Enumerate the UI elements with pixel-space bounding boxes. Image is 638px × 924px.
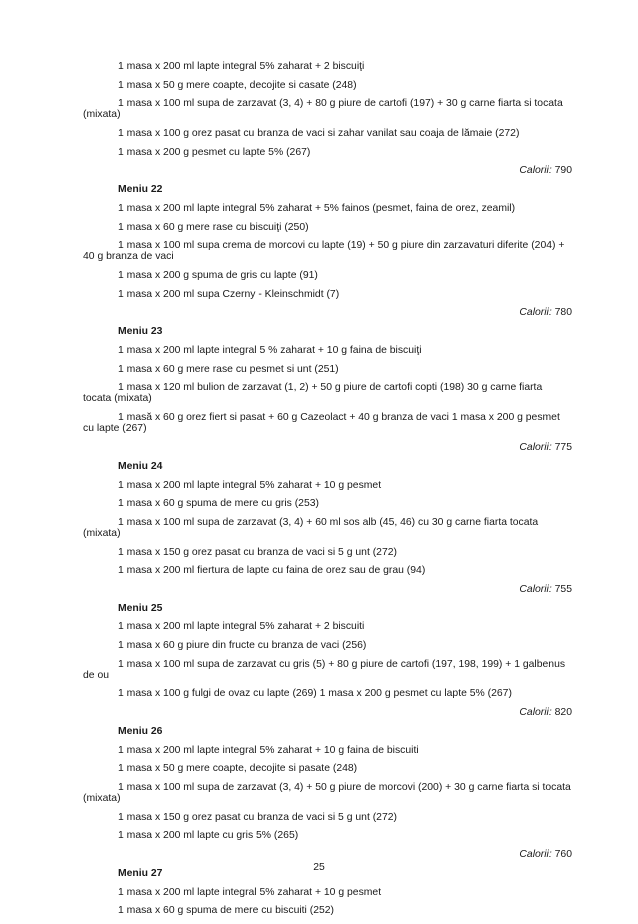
calories-value: 820 — [554, 707, 572, 719]
menu-block — [83, 461, 572, 595]
menu-line: 1 masa x 100 ml supa de zarzavat (3, 4) + 80 g piure de cartofi (197) + 30 g carne fiarta si tocata (mixata) — [83, 98, 563, 121]
menu-block — [83, 184, 572, 318]
menu-line: 1 masa x 200 ml supa Czerny - Kleinschmidt (7) — [118, 288, 340, 300]
calories-value: 755 — [554, 583, 572, 595]
menu-line: 1 masa x 200 g spuma de gris cu lapte (91) — [118, 269, 318, 281]
menu-block — [83, 603, 572, 718]
menu-line: 1 masa x 200 ml lapte integral 5% zaharat + 2 biscuiţi — [118, 61, 365, 72]
menu-line: 1 masa x 100 ml supa crema de morcovi cu lapte (19) + 50 g piure din zarzavaturi diferite (204) + 40 g branza de vaci — [83, 240, 565, 263]
calories-value: 790 — [554, 165, 572, 177]
menu-line: 1 masa x 200 ml lapte integral 5% zaharat + 2 biscuiti — [118, 621, 365, 633]
menu-line: 1 masa x 200 ml lapte integral 5% zaharat + 10 g faina de biscuiti — [118, 744, 419, 756]
menu-block — [83, 868, 572, 916]
menu-line: 1 masa x 100 ml supa de zarzavat cu gris (5) + 80 g piure de cartofi (197, 198, 199) + 1 galbenus de ou — [83, 658, 566, 681]
menu-title: Meniu 23 — [118, 326, 163, 338]
menu-line: 1 masa x 60 g mere rase cu biscuiţi (250) — [118, 221, 309, 233]
calories-label: Calorii: — [519, 707, 552, 719]
menu-title: Meniu 25 — [118, 602, 163, 614]
menu-line: 1 masa x 200 ml lapte integral 5 % zaharat + 10 g faina de biscuiţi — [118, 344, 422, 356]
calories-label: Calorii: — [519, 441, 552, 453]
menu-line: 1 masa x 50 g mere coapte, decojite si casate (248) — [118, 79, 357, 91]
menu-line: 1 masa x 60 g spuma de mere cu gris (253) — [118, 498, 319, 510]
calories-line — [83, 849, 572, 860]
menu-line: 1 masa x 200 ml fiertura de lapte cu faina de orez sau de grau (94) — [118, 565, 426, 577]
calories-value: 780 — [554, 307, 572, 319]
menu-line: 1 masa x 60 g spuma de mere cu biscuiti (252) — [118, 905, 334, 917]
menu-line: 1 masa x 60 g mere rase cu pesmet si unt (251) — [118, 363, 339, 375]
menu-line: 1 masa x 200 ml lapte integral 5% zaharat + 5% fainos (pesmet, faina de orez, zeamil) — [118, 202, 516, 214]
menu-title: Meniu 26 — [118, 726, 163, 738]
menu-line: 1 masa x 50 g mere coapte, decojite si pasate (248) — [118, 763, 358, 775]
calories-line — [83, 165, 572, 176]
calories-value: 760 — [554, 849, 572, 861]
menu-title: Meniu 27 — [118, 868, 163, 880]
menu-line: 1 masa x 120 ml bulion de zarzavat (1, 2) + 50 g piure de cartofi copti (198) 30 g carne fiarta tocata (mixata) — [83, 382, 543, 405]
menu-line: 1 masa x 200 ml lapte integral 5% zaharat + 10 g pesmet — [118, 479, 382, 491]
menu-line: 1 masa x 100 ml supa de zarzavat (3, 4) + 60 ml sos alb (45, 46) cu 30 g carne fiarta tocata (mixata) — [83, 516, 539, 539]
calories-line — [83, 307, 572, 318]
calories-line — [83, 584, 572, 595]
menu-line: 1 masa x 100 g orez pasat cu branza de vaci si zahar vanilat sau coaja de lămaie (272) — [118, 127, 520, 139]
calories-value: 775 — [554, 441, 572, 453]
calories-line — [83, 442, 572, 453]
menu-line: 1 masa x 150 g orez pasat cu branza de vaci si 5 g unt (272) — [118, 811, 397, 823]
menu-line: 1 masa x 150 g orez pasat cu branza de vaci si 5 g unt (272) — [118, 546, 397, 558]
menu-title: Meniu 22 — [118, 184, 163, 196]
menu-block — [83, 726, 572, 860]
calories-label: Calorii: — [519, 583, 552, 595]
menu-block — [83, 326, 572, 453]
menu-title: Meniu 24 — [118, 460, 163, 472]
menu-line: 1 masa x 200 ml lapte cu gris 5% (265) — [118, 830, 299, 842]
calories-label: Calorii: — [519, 849, 552, 861]
menu-block — [83, 61, 572, 176]
menu-line: 1 masa x 200 ml lapte integral 5% zaharat + 10 g pesmet — [118, 886, 382, 898]
menu-line: 1 masa x 100 g fulgi de ovaz cu lapte (269) 1 masa x 200 g pesmet cu lapte 5% (267) — [118, 688, 512, 700]
menu-line: 1 masa x 100 ml supa de zarzavat (3, 4) + 50 g piure de morcovi (200) + 30 g carne fiarta si tocata (mixata) — [83, 782, 571, 805]
calories-label: Calorii: — [519, 307, 552, 319]
menu-line: 1 masa x 200 g pesmet cu lapte 5% (267) — [118, 146, 311, 158]
calories-label: Calorii: — [519, 165, 552, 177]
calories-line — [83, 707, 572, 718]
menu-line: 1 masă x 60 g orez fiert si pasat + 60 g Cazeolact + 40 g branza de vaci 1 masa x 200 g pesmet cu lapte (267) — [83, 411, 560, 435]
menu-line: 1 masa x 60 g piure din fructe cu branza de vaci (256) — [118, 640, 367, 652]
page-number: 25 — [313, 862, 325, 873]
menu-content — [83, 61, 572, 924]
